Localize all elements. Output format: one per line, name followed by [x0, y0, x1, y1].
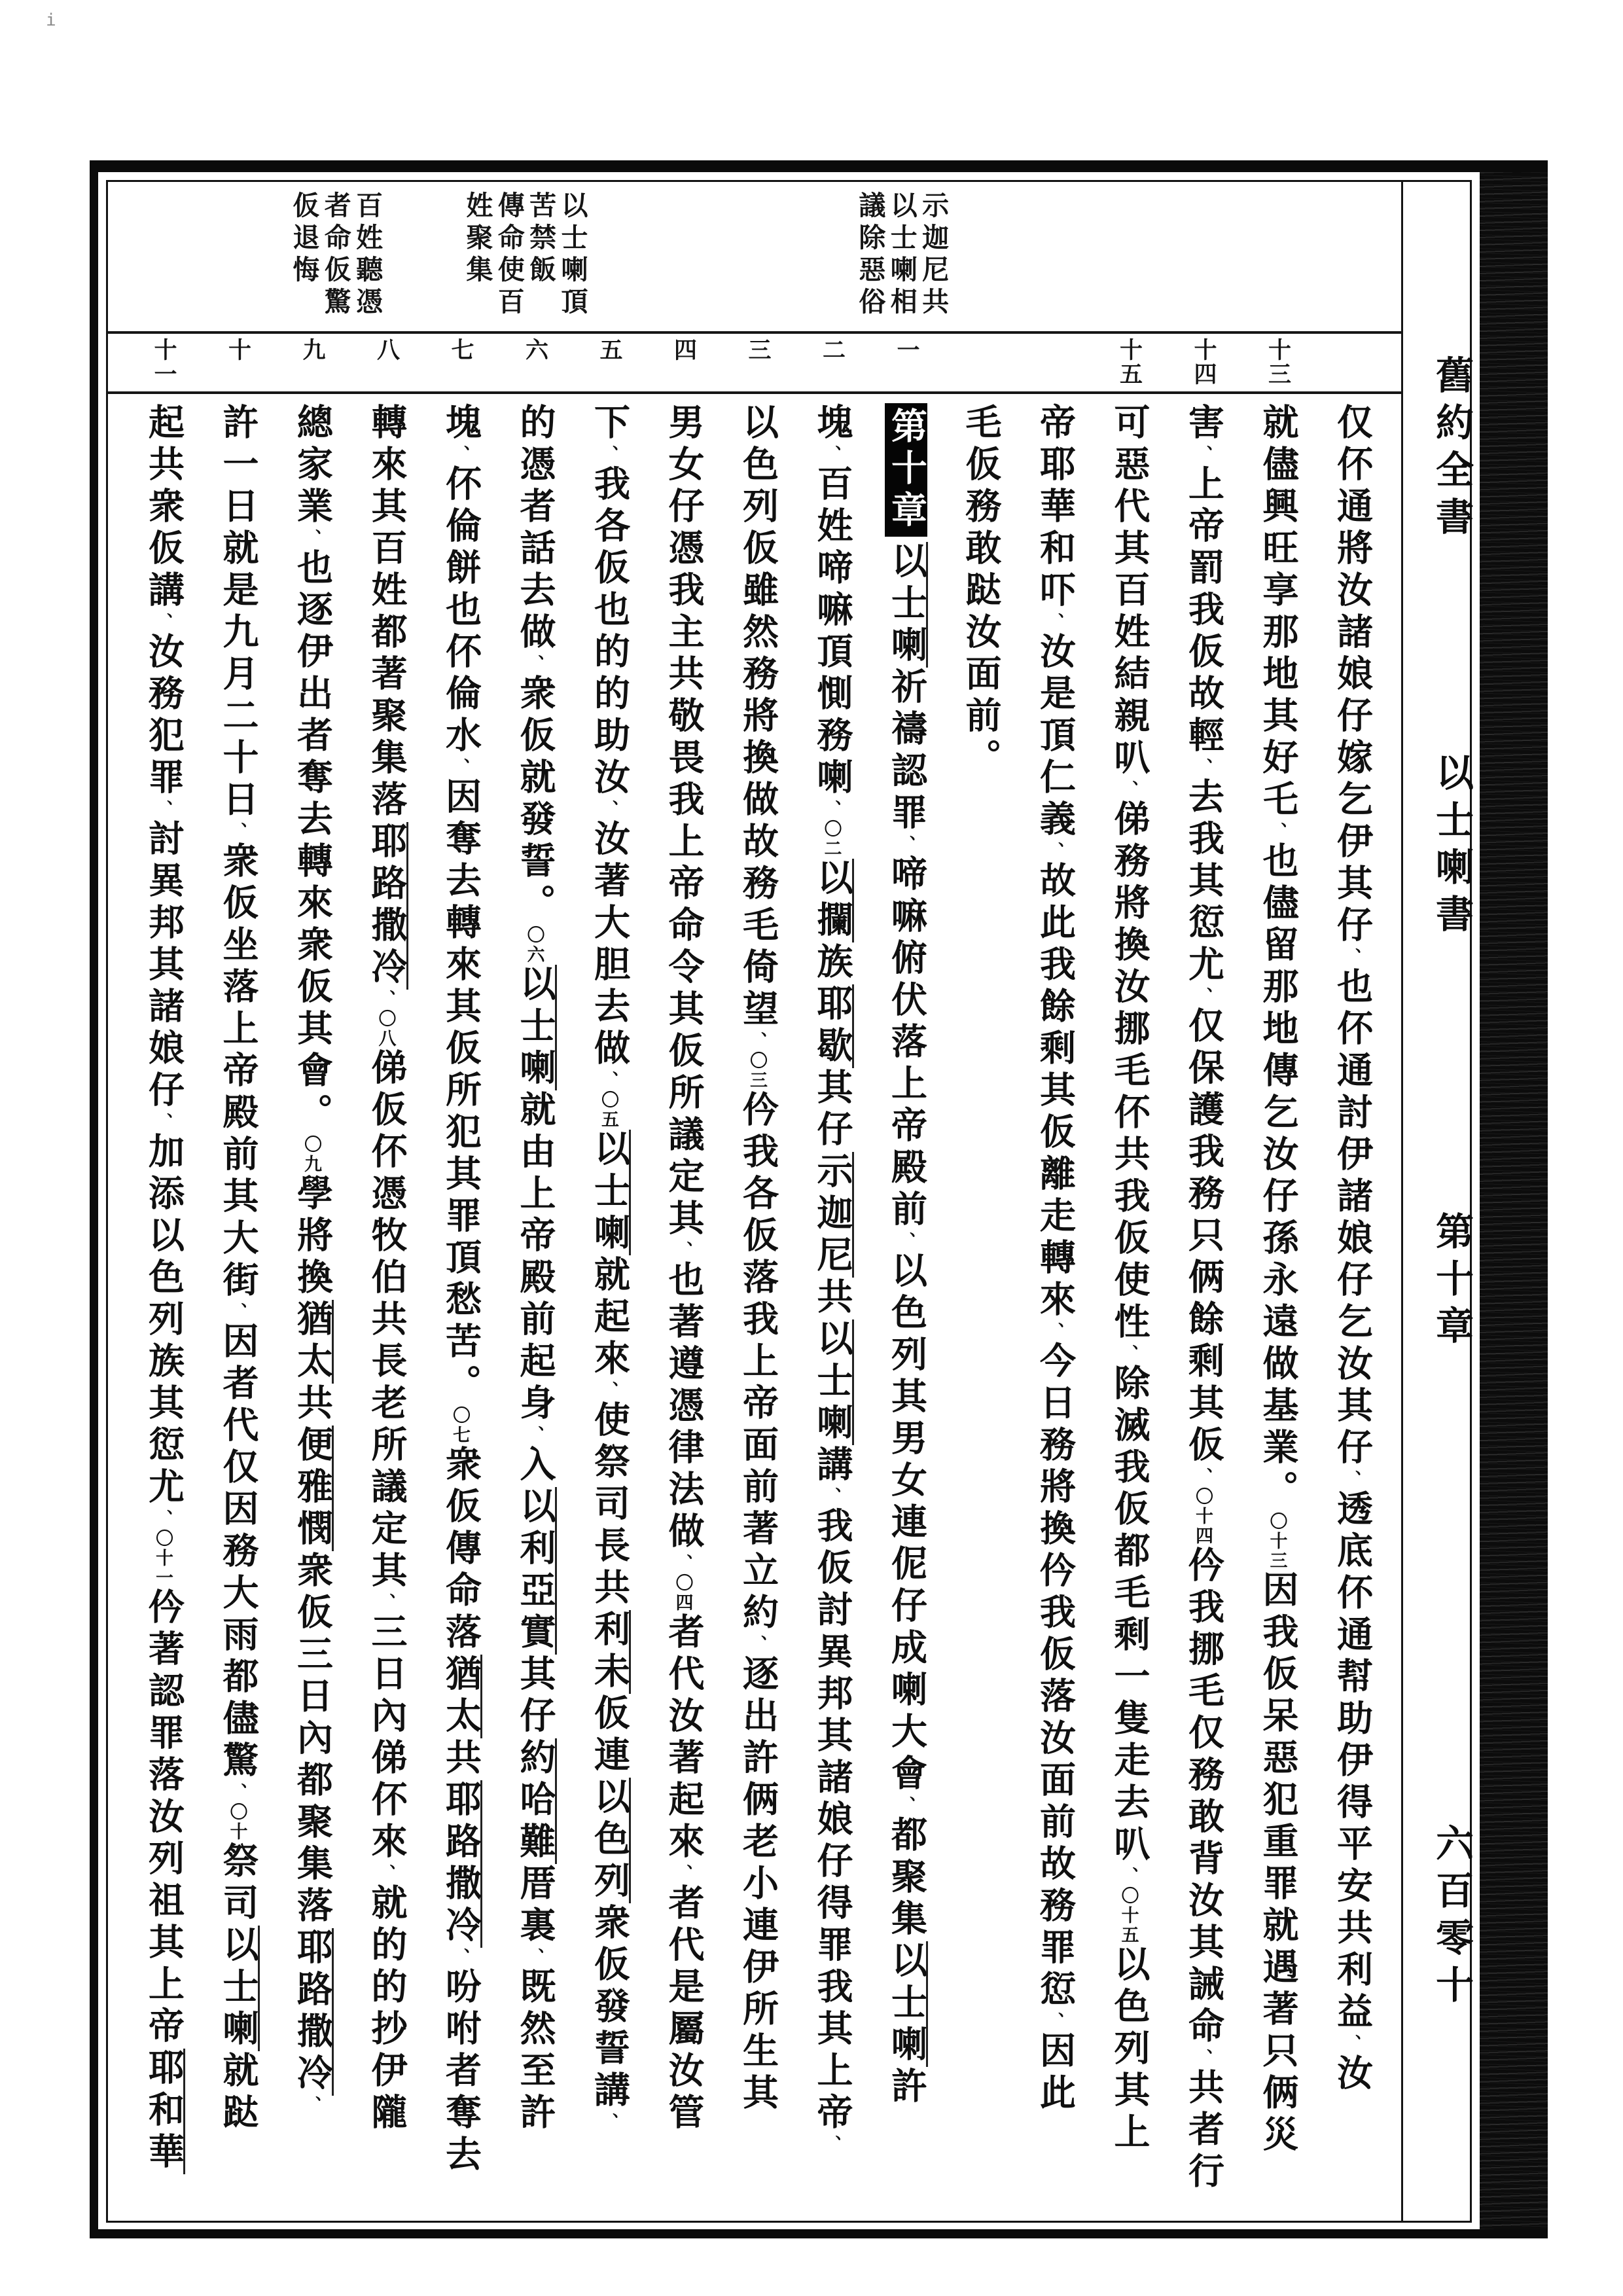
verse-number: 七 — [448, 338, 474, 362]
punctuation-mark: 、 — [302, 529, 321, 548]
text-run: 汝務犯罪 — [143, 632, 183, 800]
text-run: 因奪去轉來其仮所犯其罪頂愁苦。 — [440, 778, 480, 1406]
punctuation-mark: 、 — [599, 445, 618, 465]
margin-note-column: 示迦尼共 — [918, 191, 949, 319]
title-column — [1401, 182, 1470, 2221]
punctuation-mark: 、 — [748, 1635, 767, 1655]
text-run: 啼嘛俯伏落上帝殿前 — [886, 855, 926, 1232]
text-run: 下 — [589, 403, 629, 445]
punctuation-mark: 、 — [1342, 2034, 1361, 2054]
text-run: 者代是屬汝管 — [663, 1884, 704, 2135]
punctuation-mark: 、 — [228, 1783, 247, 1803]
proper-name: 耶和華 — [143, 2049, 185, 2174]
proper-name: 以士喇 — [589, 1130, 631, 1255]
text-run: 也著遵憑律法做 — [663, 1261, 704, 1554]
text-run: 許一日就是九月二十日 — [217, 403, 258, 822]
text-run: 塊 — [812, 403, 852, 445]
text-column — [364, 403, 404, 2215]
text-run: 汝著大胆去做 — [589, 819, 629, 1071]
punctuation-mark: 、 — [1194, 987, 1213, 1007]
margin-notes-band — [108, 182, 1401, 331]
text-run: 毛仮務敢跶汝面前。 — [960, 403, 1001, 780]
proper-name: 利未 — [589, 1610, 631, 1694]
text-run: 以色列其男女連伲仔成喇大會 — [886, 1251, 926, 1796]
punctuation-mark: 、 — [228, 1302, 247, 1322]
text-run: 我各仮也的的助汝 — [589, 465, 629, 800]
text-run: 仮連 — [589, 1694, 629, 1778]
proper-name: 耶路撒冷 — [366, 822, 408, 990]
inline-verse-marker: 〇九 — [302, 1135, 321, 1174]
text-run: 塊 — [440, 403, 480, 445]
text-run: 總家業 — [292, 403, 332, 529]
text-run: 的憑者話去做 — [514, 403, 555, 655]
punctuation-mark: 、 — [376, 1864, 396, 1884]
verse-number: 十三 — [1265, 338, 1291, 386]
inline-verse-marker: 〇十一 — [153, 1529, 173, 1588]
text-column — [883, 403, 924, 2215]
margin-note-column: 姓聚集 — [462, 191, 493, 287]
punctuation-mark: 、 — [599, 2113, 618, 2132]
punctuation-mark: 、 — [525, 1948, 544, 1967]
text-run: 祭司 — [217, 1842, 258, 1926]
text-run: 就起來 — [589, 1255, 629, 1381]
punctuation-mark: 、 — [673, 1241, 693, 1261]
scan-artifact: i — [46, 10, 56, 30]
punctuation-mark: 、 — [525, 1426, 544, 1445]
proper-name: 以士喇 — [886, 1941, 928, 2067]
text-column — [1181, 403, 1221, 2215]
text-run: 就儘興旺享那地其好乇 — [1257, 403, 1298, 822]
text-run: 也伓通討伊諸娘仔乞汝其仔 — [1332, 967, 1372, 1470]
verse-number: 十四 — [1191, 338, 1217, 386]
inline-verse-marker: 〇四 — [673, 1573, 693, 1613]
proper-name: 以攔 — [812, 859, 854, 942]
text-run: 汝是頂仁義 — [1035, 632, 1075, 842]
verse-number: 四 — [671, 338, 697, 362]
margin-note-column: 傳命使百 — [493, 191, 524, 319]
punctuation-mark: 、 — [673, 1864, 693, 1884]
punctuation-mark: 、 — [451, 1948, 470, 1967]
scan-edge-shadow — [1480, 172, 1548, 2229]
text-run: 仅伓通將汝諸娘仔嫁乞伊其仔 — [1332, 403, 1372, 948]
text-run: 衆仮三日內都聚集落 — [292, 1551, 332, 1928]
punctuation-mark: 、 — [673, 1554, 693, 1573]
punctuation-mark: 、 — [1045, 613, 1064, 632]
inline-verse-marker: 〇十五 — [1118, 1886, 1139, 1945]
proper-name: 耶路撒冷 — [440, 1780, 482, 1948]
proper-name: 以色列 — [589, 1778, 631, 1903]
punctuation-mark: 、 — [1194, 758, 1213, 778]
text-run: 男女仔憑我主共敬畏我上帝命令其仮所議定其 — [663, 403, 704, 1241]
text-column — [1329, 403, 1370, 2215]
inline-verse-marker: 〇八 — [376, 1009, 396, 1049]
margin-note — [461, 191, 588, 319]
text-column — [735, 403, 776, 2215]
inline-verse-marker: 〇十三 — [1267, 1512, 1287, 1571]
margin-note-column: 議除惡俗 — [855, 191, 885, 319]
margin-note-column: 苦禁飯 — [526, 191, 556, 287]
punctuation-mark: 、 — [1045, 1322, 1064, 1342]
text-run: 故此我餘剩其仮離走轉來 — [1035, 861, 1075, 1322]
text-run: 厝裏 — [514, 1864, 555, 1948]
verse-number: 五 — [597, 338, 622, 362]
text-run: 者代汝著起來 — [663, 1613, 704, 1864]
text-run: 起共衆仮講 — [143, 403, 183, 613]
proper-name: 耶歇 — [812, 984, 854, 1068]
inline-verse-marker: 〇三 — [747, 1051, 767, 1090]
text-run: 講 — [812, 1445, 852, 1487]
margin-note-column: 以士喇相 — [886, 191, 917, 319]
margin-note — [288, 191, 383, 319]
text-run: 許 — [886, 2067, 926, 2109]
text-column — [586, 403, 627, 2215]
text-run: 仱我各仮落我上帝面前著立約 — [738, 1090, 777, 1635]
proper-name: 以士喇 — [812, 1319, 854, 1445]
verse-number: 二 — [819, 338, 846, 362]
text-run: 共 — [812, 1278, 852, 1319]
punctuation-mark: 、 — [1194, 2049, 1213, 2068]
punctuation-mark: 、 — [599, 800, 618, 819]
punctuation-mark: 、 — [897, 1796, 916, 1816]
text-run: 就跶 — [217, 2051, 258, 2135]
text-column — [1255, 403, 1296, 2215]
chapter-title: 第十章 — [1430, 1211, 1472, 1354]
punctuation-mark: 、 — [302, 2096, 321, 2115]
inline-verse-marker: 〇七 — [450, 1406, 470, 1445]
punctuation-mark: 、 — [154, 1113, 173, 1132]
proper-name: 耶路撒冷 — [292, 1928, 334, 2096]
text-run: 衆仮傳命落 — [440, 1445, 480, 1655]
scripture-text-area — [108, 394, 1401, 2221]
text-run: 祈禱認罪 — [886, 668, 926, 835]
text-run: 既然至許 — [514, 1967, 555, 2135]
text-run: 其仔 — [514, 1655, 555, 1738]
proper-name: 以士喇 — [515, 965, 557, 1090]
text-run: 都聚集 — [886, 1816, 926, 1941]
text-column — [289, 403, 330, 2215]
text-column — [661, 403, 702, 2215]
inline-verse-marker: 〇十 — [227, 1803, 247, 1842]
text-run: 加添以色列族其愆尤 — [143, 1132, 183, 1509]
text-run: 衆仮發誓講 — [589, 1903, 629, 2113]
proper-name: 以士喇 — [218, 1926, 260, 2051]
proper-name: 便雅憫 — [292, 1426, 334, 1551]
verse-number: 六 — [522, 338, 548, 362]
text-run: 仱著認罪落汝列祖其上帝 — [143, 1588, 183, 2049]
punctuation-mark: 、 — [1268, 822, 1287, 842]
page-number: 六百零十 — [1430, 1823, 1472, 2012]
text-run: 百姓啼嘛頂惻務喇 — [812, 465, 852, 800]
punctuation-mark: 、 — [1045, 842, 1064, 861]
proper-name: 以利亞實 — [515, 1487, 557, 1655]
punctuation-mark: 、 — [897, 835, 916, 855]
text-run: 衆仮就發誓。 — [514, 674, 555, 925]
punctuation-mark: 、 — [154, 800, 173, 819]
verse-number: 三 — [745, 338, 771, 362]
text-run: 也儘留那地傳乞汝仔孫永遠做基業。 — [1257, 842, 1298, 1512]
punctuation-mark: 、 — [451, 758, 470, 778]
margin-note-column: 以士喇頂 — [557, 191, 588, 319]
text-run: 入 — [514, 1445, 555, 1487]
text-run: 上帝罰我仮故輕 — [1183, 465, 1223, 758]
text-run: 逐出許俩老小連伊所生其 — [738, 1655, 777, 2115]
punctuation-mark: 、 — [1119, 1344, 1139, 1364]
punctuation-mark: 、 — [748, 1031, 767, 1051]
punctuation-mark: 、 — [228, 822, 247, 842]
text-run: 因此 — [1035, 2032, 1075, 2115]
text-run: 吩咐者奪去 — [440, 1967, 480, 2177]
text-column — [1107, 403, 1147, 2215]
punctuation-mark: 、 — [525, 655, 544, 674]
text-run: 伓倫餅也伓倫水 — [440, 465, 480, 758]
margin-note-column: 者命仮驚 — [320, 191, 351, 319]
punctuation-mark: 、 — [154, 1509, 173, 1529]
text-run: 今日務將換仱我仮落汝面前故務罪愆 — [1035, 1342, 1075, 2012]
book-title: 舊約全書 — [1430, 355, 1472, 544]
text-run: 轉來其百姓都著聚集落 — [366, 403, 406, 822]
text-run: 可惡代其百姓結親叭 — [1109, 403, 1149, 780]
text-run: 因者代仅因務大雨都儘驚 — [217, 1322, 258, 1783]
page-frame — [90, 160, 1548, 2238]
text-run: 共者行 — [1183, 2068, 1223, 2194]
punctuation-mark: 、 — [822, 445, 842, 465]
text-column — [958, 403, 999, 2215]
punctuation-mark: 、 — [376, 1593, 396, 1613]
text-run: 除滅我仮都毛剩一隻走去叭 — [1109, 1364, 1149, 1867]
text-run: 衆仮坐落上帝殿前其大街 — [217, 842, 258, 1302]
punctuation-mark: 、 — [154, 613, 173, 632]
proper-name: 猶太 — [440, 1655, 482, 1738]
text-run: 也逐伊出者奪去轉來衆仮其會。 — [292, 548, 332, 1135]
text-run: 汝 — [1332, 2054, 1372, 2096]
text-run: 共 — [440, 1738, 480, 1780]
punctuation-mark: 、 — [451, 445, 470, 465]
text-column — [810, 403, 850, 2215]
text-run: 去我其愆尤 — [1183, 778, 1223, 987]
text-run: 族 — [812, 942, 852, 984]
verse-number: 十五 — [1116, 338, 1143, 386]
text-run: 就的的抄伊隴 — [366, 1884, 406, 2135]
text-run: 仅保護我務只俩餘剩其仮 — [1183, 1007, 1223, 1467]
margin-note-column: 仮退悔 — [289, 191, 319, 287]
text-run: 使祭司長共 — [589, 1401, 629, 1610]
punctuation-mark: 、 — [1194, 1467, 1213, 1487]
text-run: 透底伓通幇助伊得平安共利益 — [1332, 1490, 1372, 2034]
inline-verse-marker: 〇六 — [524, 925, 544, 965]
text-column — [1032, 403, 1073, 2215]
chapter-header-inline: 第十章 — [885, 403, 927, 537]
text-run: 害 — [1183, 403, 1223, 445]
punctuation-mark: 、 — [599, 1381, 618, 1401]
punctuation-mark: 、 — [1342, 948, 1361, 967]
verse-number: 十一 — [151, 338, 177, 386]
main-text-region — [108, 182, 1401, 2221]
text-run: 因我仮呆惡犯重罪就遇著只俩災 — [1257, 1571, 1298, 2157]
inline-verse-marker: 〇十四 — [1193, 1487, 1213, 1546]
punctuation-mark: 、 — [1045, 2012, 1064, 2032]
text-run: 帝耶華和吓 — [1035, 403, 1075, 613]
text-run: 共 — [292, 1384, 332, 1426]
proper-name: 以士喇 — [886, 542, 928, 668]
text-column — [512, 403, 553, 2215]
text-column — [141, 403, 181, 2215]
text-run: 其仔 — [812, 1068, 852, 1152]
text-run: 仱我挪毛仅務敢背汝其誡命 — [1183, 1546, 1223, 2049]
margin-note-column: 百姓聽憑 — [352, 191, 383, 319]
punctuation-mark: 、 — [599, 1071, 618, 1090]
punctuation-mark: 、 — [822, 1487, 842, 1507]
verse-number: 十 — [225, 338, 251, 362]
text-run: 就由上帝殿前起身 — [514, 1090, 555, 1426]
inline-verse-marker: 〇二 — [821, 819, 842, 859]
text-column — [438, 403, 478, 2215]
text-run: 以色列仮雖然務將換做故務毛倚望 — [738, 403, 777, 1031]
verse-number-band — [108, 331, 1401, 394]
punctuation-mark: 、 — [1119, 780, 1139, 800]
punctuation-mark: 、 — [1194, 445, 1213, 465]
punctuation-mark: 、 — [897, 1232, 916, 1251]
punctuation-mark: 、 — [822, 2135, 842, 2155]
punctuation-mark: 、 — [1119, 1867, 1139, 1886]
text-run: 俤仮伓憑牧伯共長老所議定其 — [366, 1049, 406, 1593]
punctuation-mark: 、 — [822, 800, 842, 819]
proper-name: 約哈難 — [515, 1738, 557, 1864]
verse-number: 八 — [374, 338, 400, 362]
text-run: 俤務將換汝挪毛伓共我仮使性 — [1109, 800, 1149, 1344]
text-column — [215, 403, 256, 2215]
page-inner-border — [106, 180, 1472, 2223]
verse-number: 一 — [894, 338, 919, 362]
text-run: 以色列其上 — [1109, 1945, 1149, 2155]
text-run: 學將換 — [292, 1174, 332, 1300]
proper-name: 猶太 — [292, 1300, 334, 1384]
section-title: 以士喇書 — [1430, 753, 1472, 942]
text-run: 我仮討異邦其諸娘仔得罪我其上帝 — [812, 1507, 852, 2135]
inline-verse-marker: 〇五 — [599, 1090, 618, 1130]
verse-number: 九 — [300, 338, 325, 362]
text-run: 三日內俤伓來 — [366, 1613, 406, 1864]
text-run: 討異邦其諸娘仔 — [143, 819, 183, 1113]
punctuation-mark: 、 — [1342, 1470, 1361, 1490]
proper-name: 示迦尼 — [812, 1152, 854, 1278]
punctuation-mark: 、 — [376, 990, 396, 1009]
margin-note — [854, 191, 949, 319]
